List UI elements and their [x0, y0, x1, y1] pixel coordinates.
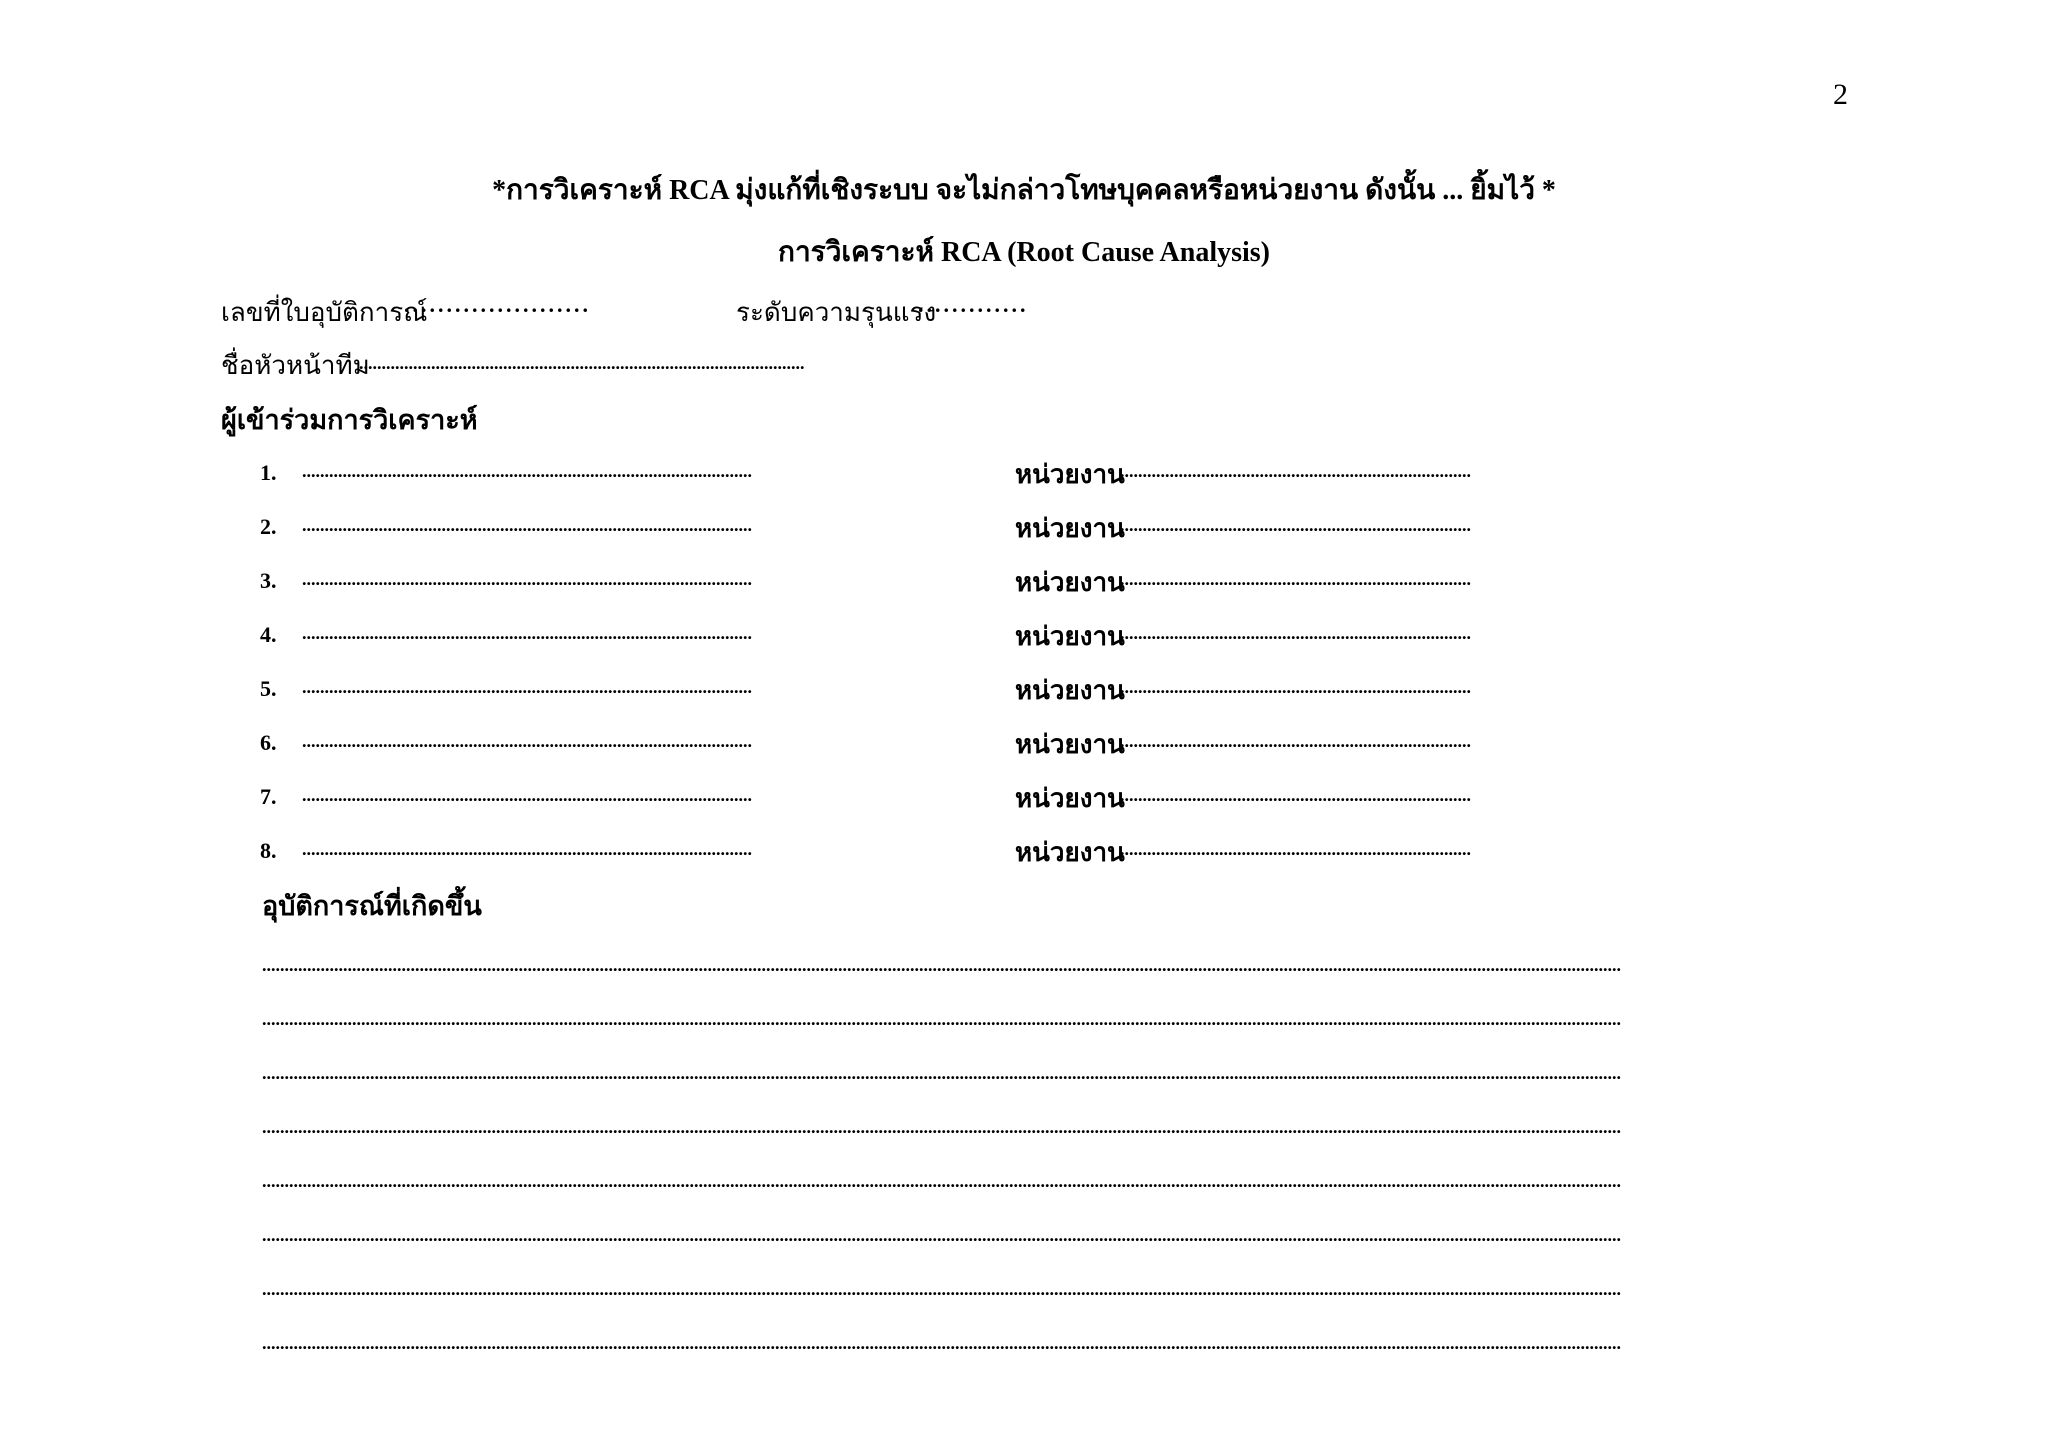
participant-row [0, 728, 2048, 762]
team-leader-label: ชื่อหัวหน้าทีม [221, 351, 370, 380]
unit-label: หน่วยงาน [1015, 460, 1125, 489]
row-number: 3. [260, 568, 277, 593]
row-number: 7. [260, 784, 277, 809]
participant-row [0, 458, 2048, 492]
participant-row [0, 674, 2048, 708]
participants-heading: ผู้เข้าร่วมการวิเคราะห์ [221, 405, 478, 435]
incident-line[interactable]: .............................................................................................................................................................................................................................................................................................................. [262, 1171, 1621, 1191]
participant-name-field[interactable]: .................................................................................................... [302, 623, 752, 643]
row-number: 8. [260, 838, 277, 863]
severity-field[interactable]: ............. [918, 292, 1029, 317]
incident-line[interactable]: .............................................................................................................................................................................................................................................................................................................. [262, 1279, 1621, 1299]
participant-row [0, 620, 2048, 654]
unit-label: หน่วยงาน [1015, 838, 1125, 867]
participant-unit-field[interactable]: .............................................................................. [1120, 569, 1471, 589]
participant-row [0, 782, 2048, 816]
participant-name-field[interactable]: .................................................................................................... [302, 785, 752, 805]
participant-unit-field[interactable]: .............................................................................. [1120, 839, 1471, 859]
unit-label: หน่วยงาน [1015, 514, 1125, 543]
incident-line[interactable]: .............................................................................................................................................................................................................................................................................................................. [262, 1117, 1621, 1137]
row-number: 2. [260, 514, 277, 539]
participant-name-field[interactable]: .................................................................................................... [302, 677, 752, 697]
unit-label: หน่วยงาน [1015, 784, 1125, 813]
participant-name-field[interactable]: .................................................................................................... [302, 839, 752, 859]
participant-name-field[interactable]: .................................................................................................... [302, 461, 752, 481]
participant-unit-field[interactable]: .............................................................................. [1120, 461, 1471, 481]
participant-name-field[interactable]: .................................................................................................... [302, 569, 752, 589]
row-number: 5. [260, 676, 277, 701]
incident-line[interactable]: .............................................................................................................................................................................................................................................................................................................. [262, 1225, 1621, 1245]
row-number: 4. [260, 622, 277, 647]
unit-label: หน่วยงาน [1015, 622, 1125, 651]
participant-unit-field[interactable]: .............................................................................. [1120, 515, 1471, 535]
participant-unit-field[interactable]: .............................................................................. [1120, 731, 1471, 751]
incident-heading: อุบัติการณ์ที่เกิดขึ้น [262, 891, 482, 921]
unit-label: หน่วยงาน [1015, 568, 1125, 597]
incident-line[interactable]: .............................................................................................................................................................................................................................................................................................................. [262, 1333, 1621, 1353]
participant-name-field[interactable]: .................................................................................................... [302, 515, 752, 535]
participant-row [0, 836, 2048, 870]
incident-line[interactable]: .............................................................................................................................................................................................................................................................................................................. [262, 1009, 1621, 1029]
incident-number-field[interactable]: ...................... [404, 292, 591, 317]
unit-label: หน่วยงาน [1015, 676, 1125, 705]
participant-row [0, 566, 2048, 600]
participant-name-field[interactable]: .................................................................................................... [302, 731, 752, 751]
incident-line[interactable]: .............................................................................................................................................................................................................................................................................................................. [262, 1063, 1621, 1083]
unit-label: หน่วยงาน [1015, 730, 1125, 759]
row-number: 6. [260, 730, 277, 755]
participant-unit-field[interactable]: .............................................................................. [1120, 623, 1471, 643]
participant-unit-field[interactable]: .............................................................................. [1120, 677, 1471, 697]
participant-row [0, 512, 2048, 546]
row-number: 1. [260, 460, 277, 485]
incident-number-label: เลขที่ใบอุบัติการณ์ [221, 298, 428, 327]
severity-label: ระดับความรุนแรง [736, 298, 937, 327]
participant-unit-field[interactable]: .............................................................................. [1120, 785, 1471, 805]
notice-banner: *การวิเคราะห์ RCA มุ่งแก้ที่เชิงระบบ จะไม่กล่าวโทษบุคคลหรือหน่วยงาน ดังนั้น ... ยิ้มไว้ * [492, 175, 1556, 206]
incident-line[interactable]: .............................................................................................................................................................................................................................................................................................................. [262, 955, 1621, 975]
team-leader-field[interactable]: ................................................................................................... [359, 353, 805, 373]
page-number: 2 [1833, 78, 1848, 111]
page-title: การวิเคราะห์ RCA (Root Cause Analysis) [777, 237, 1271, 268]
